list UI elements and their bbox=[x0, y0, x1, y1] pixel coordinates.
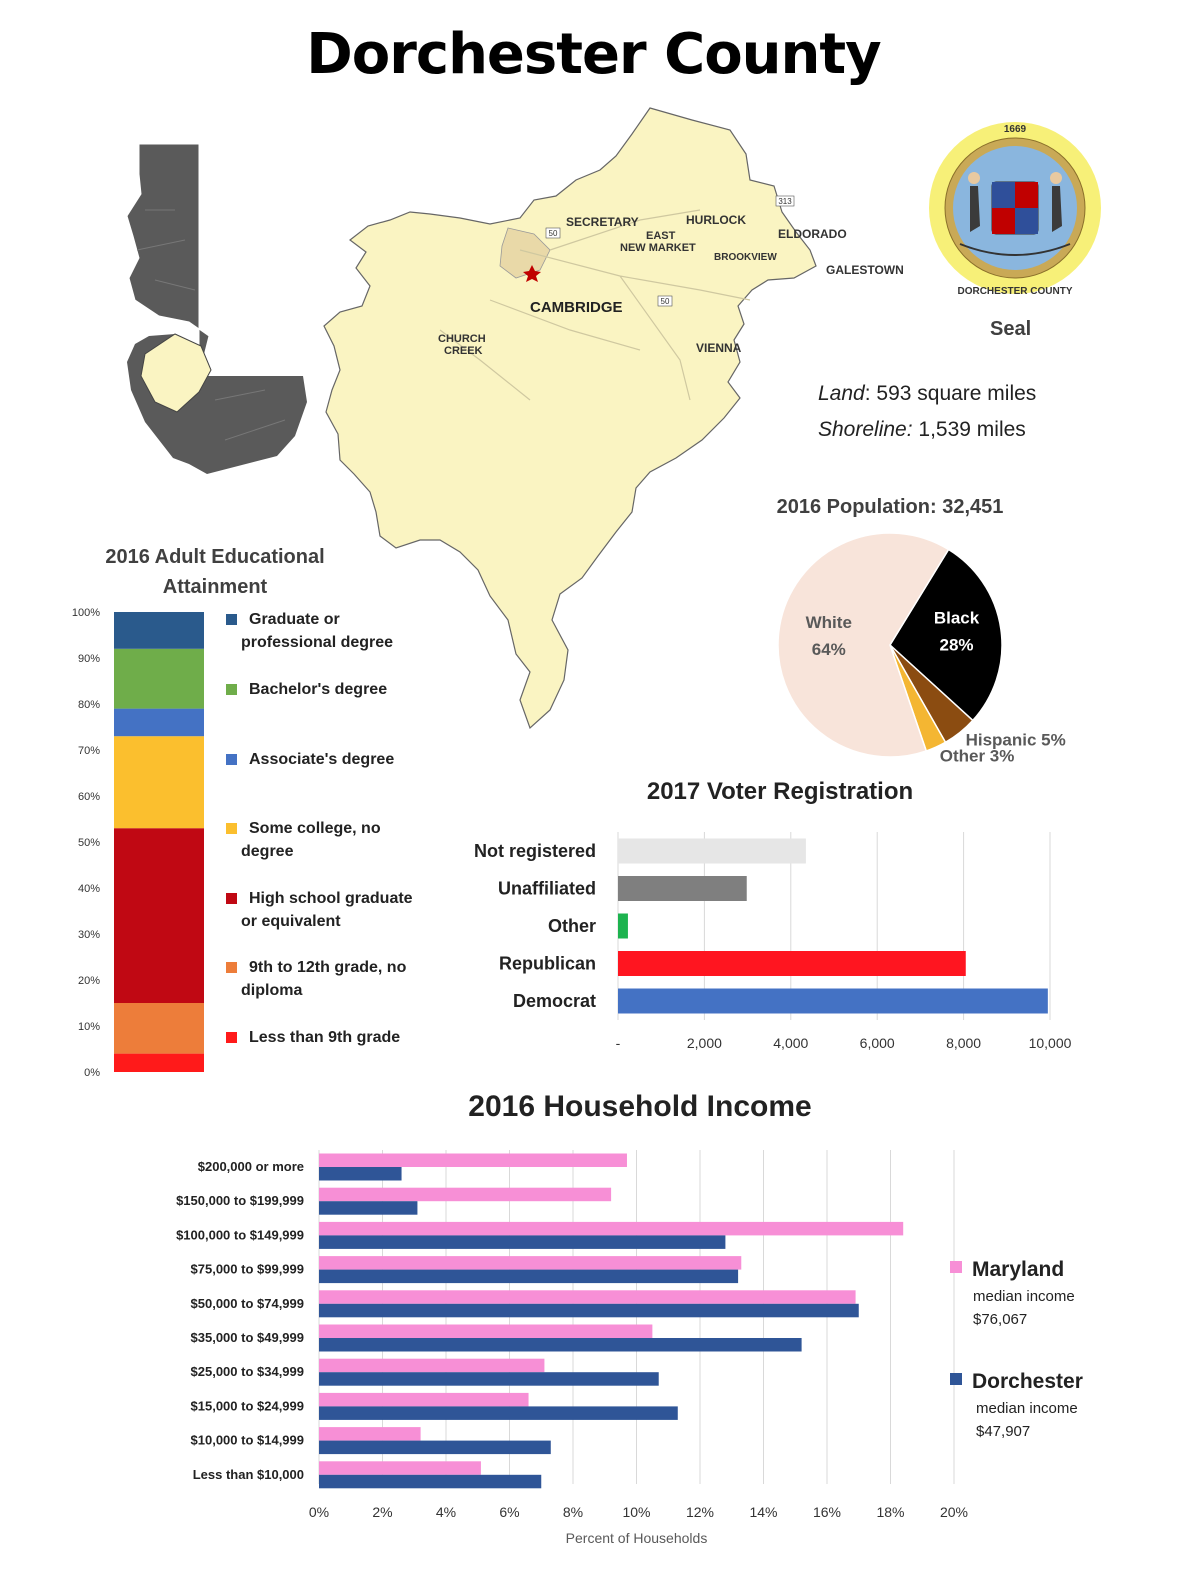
income-legend-swatch-maryland bbox=[950, 1261, 962, 1273]
edu-ytick: 60% bbox=[77, 791, 100, 803]
edu-legend-swatch bbox=[226, 823, 237, 834]
income-category-label: $150,000 to $199,999 bbox=[176, 1193, 304, 1209]
income-legend-sub: median income bbox=[973, 1288, 1075, 1305]
income-xtick: 18% bbox=[876, 1504, 905, 1520]
svg-text:50: 50 bbox=[660, 297, 670, 306]
income-xlabel: Percent of Households bbox=[565, 1530, 708, 1546]
voter-bar-other bbox=[618, 914, 628, 939]
income-bar-dorchester bbox=[319, 1406, 678, 1420]
income-bar-dorchester bbox=[319, 1475, 541, 1489]
map-label-creek: CREEK bbox=[444, 345, 483, 357]
income-bar-dorchester bbox=[319, 1235, 725, 1249]
income-bar-maryland bbox=[319, 1325, 652, 1339]
edu-legend-swatch bbox=[226, 1032, 237, 1043]
income-bar-maryland bbox=[319, 1290, 856, 1304]
voter-xtick: 2,000 bbox=[686, 1035, 722, 1051]
svg-text:1669: 1669 bbox=[1003, 124, 1027, 135]
income-xtick: 10% bbox=[622, 1504, 651, 1520]
income-category-label: $100,000 to $149,999 bbox=[176, 1227, 304, 1243]
voter-bar-unaffiliated bbox=[618, 876, 747, 901]
voter-xtick: 10,000 bbox=[1028, 1035, 1072, 1051]
income-legend-name-maryland: Maryland bbox=[972, 1258, 1065, 1281]
edu-legend-label: Less than 9th grade bbox=[249, 1029, 401, 1046]
income-xtick: 8% bbox=[562, 1504, 584, 1520]
pie-value-black: 28% bbox=[939, 635, 974, 655]
income-bar-maryland bbox=[319, 1256, 741, 1270]
income-xtick: 16% bbox=[812, 1504, 842, 1520]
income-bar-dorchester bbox=[319, 1270, 738, 1284]
svg-text:313: 313 bbox=[778, 197, 792, 206]
voter-category-label: Other bbox=[547, 916, 596, 936]
edu-legend-label: Graduate or professional degree bbox=[241, 611, 394, 651]
edu-segment bbox=[114, 1003, 204, 1054]
income-legend-sub: median income bbox=[976, 1400, 1078, 1417]
income-bar-maryland bbox=[319, 1461, 481, 1475]
income-category-label: $50,000 to $74,999 bbox=[190, 1295, 304, 1311]
seal-caption: Seal bbox=[990, 318, 1032, 340]
income-bar-maryland bbox=[319, 1154, 627, 1168]
income-legend-median-maryland: $76,067 bbox=[973, 1311, 1028, 1328]
income-bar-dorchester bbox=[319, 1167, 402, 1181]
edu-ytick: 20% bbox=[77, 975, 100, 987]
income-category-label: Less than $10,000 bbox=[192, 1466, 304, 1482]
map-label-church: CHURCH bbox=[438, 333, 486, 345]
map-label-galestown: GALESTOWN bbox=[826, 263, 904, 277]
edu-ytick: 40% bbox=[77, 883, 100, 895]
voter-xtick: - bbox=[615, 1035, 621, 1051]
voter-registration-chart bbox=[440, 820, 1100, 1060]
edu-legend-swatch bbox=[226, 893, 237, 904]
edu-ytick: 70% bbox=[77, 745, 100, 757]
edu-ytick: 90% bbox=[77, 653, 100, 665]
edu-legend-swatch bbox=[226, 614, 237, 625]
map-label-vienna: VIENNA bbox=[696, 341, 742, 355]
edu-segment bbox=[114, 649, 204, 709]
pie-label-black: Black bbox=[933, 608, 980, 628]
income-category-label: $25,000 to $34,999 bbox=[190, 1364, 304, 1380]
edu-legend-label: High school graduate or equivalent bbox=[241, 890, 413, 930]
income-bar-dorchester bbox=[319, 1338, 802, 1352]
income-bar-maryland bbox=[319, 1188, 611, 1202]
pie-label-white: White bbox=[805, 613, 852, 633]
voter-bar-democrat bbox=[618, 989, 1048, 1014]
voter-bar-republican bbox=[618, 951, 966, 976]
pie-label-hispanic: Hispanic 5% bbox=[965, 730, 1066, 750]
income-bar-maryland bbox=[319, 1427, 421, 1441]
map-label-hurlock: HURLOCK bbox=[686, 213, 746, 227]
income-xtick: 20% bbox=[939, 1504, 969, 1520]
income-xtick: 6% bbox=[499, 1504, 520, 1520]
page-title: Dorchester County bbox=[306, 22, 881, 87]
income-xtick: 4% bbox=[435, 1504, 457, 1520]
income-bar-maryland bbox=[319, 1393, 529, 1407]
land-fact: Land: 593 square miles bbox=[818, 382, 1037, 405]
map-label-east: EAST bbox=[646, 230, 676, 242]
voter-xtick: 8,000 bbox=[946, 1035, 982, 1051]
edu-segment bbox=[114, 828, 204, 1003]
edu-ytick: 100% bbox=[71, 607, 100, 619]
income-bar-dorchester bbox=[319, 1372, 659, 1386]
map-label-secretary: SECRETARY bbox=[566, 215, 639, 229]
edu-segment bbox=[114, 709, 204, 737]
education-stacked-chart bbox=[50, 600, 470, 1090]
edu-ytick: 80% bbox=[77, 699, 100, 711]
edu-segment bbox=[114, 612, 204, 649]
edu-segment bbox=[114, 1054, 204, 1072]
income-legend-swatch-dorchester bbox=[950, 1373, 962, 1385]
shoreline-fact: Shoreline: 1,539 miles bbox=[818, 418, 1026, 441]
edu-segment bbox=[114, 736, 204, 828]
edu-ytick: 50% bbox=[77, 837, 100, 849]
edu-legend-label: Some college, no degree bbox=[241, 820, 381, 860]
income-legend-median-dorchester: $47,907 bbox=[976, 1423, 1031, 1440]
edu-legend-swatch bbox=[226, 754, 237, 765]
voter-category-label: Not registered bbox=[473, 841, 596, 861]
income-category-label: $10,000 to $14,999 bbox=[190, 1432, 304, 1448]
voter-bar-not-registered bbox=[618, 839, 806, 864]
voter-category-label: Unaffiliated bbox=[497, 878, 596, 899]
edu-ytick: 10% bbox=[77, 1021, 100, 1033]
income-xtick: 12% bbox=[685, 1504, 715, 1520]
population-pie-chart bbox=[760, 520, 1160, 770]
county-facts bbox=[818, 376, 1036, 448]
edu-legend-label: 9th to 12th grade, no diploma bbox=[241, 959, 407, 999]
pie-value-white: 64% bbox=[811, 640, 846, 660]
svg-text:50: 50 bbox=[548, 229, 558, 238]
edu-ytick: 0% bbox=[84, 1067, 100, 1079]
population-chart-title: 2016 Population: 32,451 bbox=[776, 496, 1004, 518]
county-seal bbox=[920, 116, 1110, 306]
income-category-label: $200,000 or more bbox=[197, 1159, 304, 1174]
edu-legend-label: Associate's degree bbox=[249, 751, 395, 768]
income-bar-dorchester bbox=[319, 1304, 859, 1318]
income-xtick: 0% bbox=[308, 1504, 330, 1520]
map-label-brookview: BROOKVIEW bbox=[714, 252, 777, 263]
pie-label-other: Other 3% bbox=[939, 746, 1015, 766]
svg-text:DORCHESTER COUNTY: DORCHESTER COUNTY bbox=[957, 286, 1073, 297]
income-category-label: $75,000 to $99,999 bbox=[190, 1261, 304, 1277]
income-chart-title: 2016 Household Income bbox=[468, 1090, 812, 1123]
edu-legend-swatch bbox=[226, 684, 237, 695]
income-bar-maryland bbox=[319, 1222, 903, 1236]
income-bar-maryland bbox=[319, 1359, 544, 1373]
map-label-eldorado: ELDORADO bbox=[778, 227, 847, 241]
income-xtick: 2% bbox=[372, 1504, 393, 1520]
edu-ytick: 30% bbox=[77, 929, 100, 941]
income-category-label: $35,000 to $49,999 bbox=[190, 1330, 304, 1345]
income-bar-dorchester bbox=[319, 1441, 551, 1455]
income-bar-dorchester bbox=[319, 1201, 417, 1215]
household-income-chart bbox=[120, 1140, 1180, 1580]
voter-xtick: 6,000 bbox=[859, 1035, 895, 1051]
voter-category-label: Democrat bbox=[512, 991, 596, 1011]
voter-chart-title: 2017 Voter Registration bbox=[646, 778, 914, 805]
income-xtick: 14% bbox=[749, 1504, 778, 1520]
education-chart-title: 2016 Adult Educational Attainment bbox=[105, 546, 325, 598]
maryland-inset-map bbox=[115, 140, 315, 480]
voter-category-label: Republican bbox=[498, 953, 596, 974]
edu-legend-label: Bachelor's degree bbox=[249, 681, 388, 698]
edu-legend-swatch bbox=[226, 962, 237, 973]
map-label-new-market: NEW MARKET bbox=[620, 242, 696, 254]
income-category-label: $15,000 to $24,999 bbox=[190, 1398, 304, 1414]
voter-xtick: 4,000 bbox=[773, 1035, 809, 1051]
map-label-cambridge: CAMBRIDGE bbox=[530, 299, 623, 316]
income-legend-name-dorchester: Dorchester bbox=[972, 1370, 1083, 1393]
